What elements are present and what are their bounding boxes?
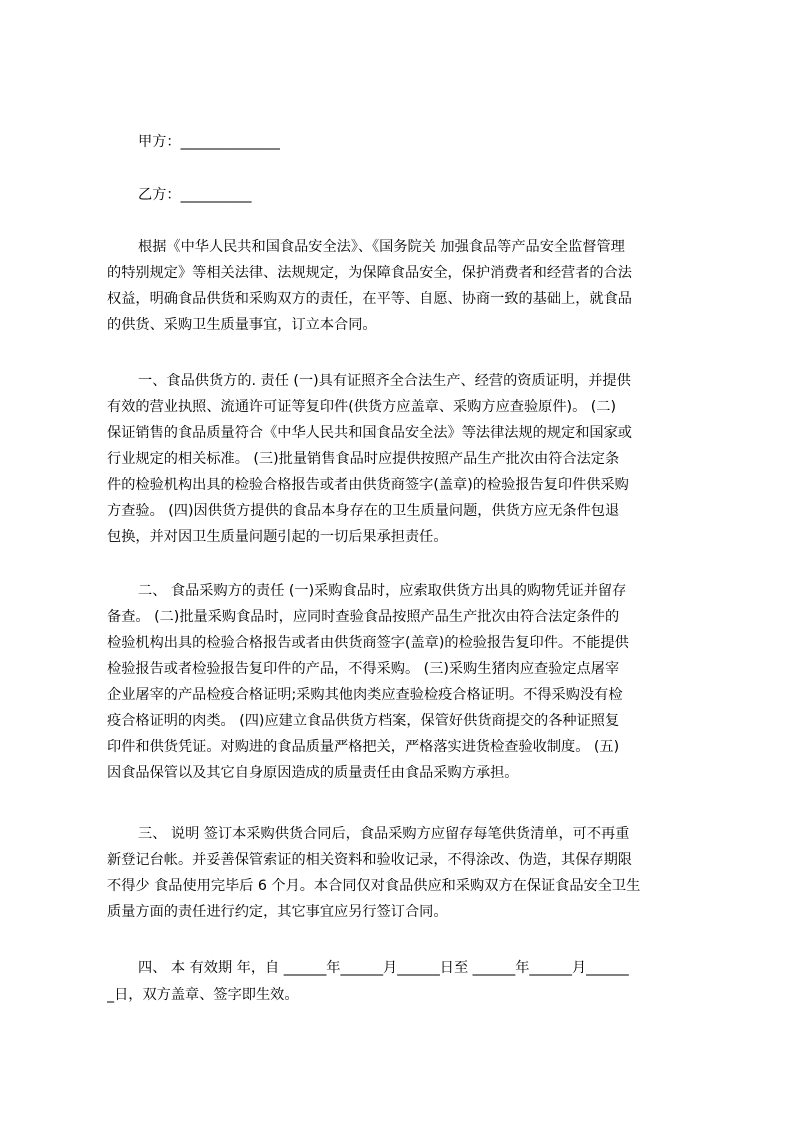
section3-line: 质量方面的责任进行约定，其它事宜应另行签订合同。 — [107, 904, 448, 920]
section3-line: 三、 说明 签订本采购供货合同后，食品采购方应留存每笔供货清单，可不再重 — [138, 826, 630, 842]
section1-line: 一、食品供货方的. 责任 (一)具有证照齐全合法生产、经营的资质证明，并提供 — [138, 373, 631, 389]
intro-line: 的供货、采购卫生质量事宜，订立本合同。 — [107, 317, 377, 333]
section1-line: 包换，并对因卫生质量问题引起的一切后果承担责任。 — [107, 529, 448, 545]
section2-line: 二、 食品采购方的责任 (一)采购食品时，应索取供货方出具的购物凭证并留存 — [138, 583, 627, 599]
section2-line: 疫合格证明的肉类。 (四)应建立食品供货方档案，保管好供货商提交的各种证照复 — [107, 713, 620, 729]
section2-line: 印件和供货凭证。对购进的食品质量严格把关，严格落实进货检查验收制度。 (五) — [107, 739, 620, 755]
intro-line: 权益，明确食品供货和采购双方的责任，在平等、自愿、协商一致的基础上，就食品 — [107, 291, 632, 307]
section4-line: 四、 本 有效期 年，自 ______年______月______日至 ______年______月______ — [138, 960, 629, 976]
section2-line: 检验机构出具的检验合格报告或者由供货商签字(盖章)的检验报告复印件。不能提供 — [107, 635, 629, 651]
section1-line: 有效的营业执照、流通许可证等复印件(供货方应盖章、采购方应查验原件)。 (二) — [107, 399, 617, 415]
section4-line: _日，双方盖章、签字即生效。 — [107, 987, 299, 1003]
party-a-line: 甲方：______________ — [138, 134, 280, 150]
section1-line: 行业规定的相关标准。 (三)批量销售食品时应提供按照产品生产批次由符合法定条 — [107, 451, 620, 467]
section2-line: 企业屠宰的产品检疫合格证明;采购其他肉类应查验检疫合格证明。不得采购没有检 — [107, 687, 623, 703]
section3-line: 新登记台帐。并妥善保管索证的相关资料和验收记录，不得涂改、伪造，其保存期限 — [107, 852, 632, 868]
section1-line: 方查验。 (四)因供货方提供的食品本身存在的卫生质量问题，供货方应无条件包退 — [107, 503, 620, 519]
section2-line: 检验报告或者检验报告复印件的产品，不得采购。 (三)采购生猪肉应查验定点屠宰 — [107, 661, 620, 677]
intro-line: 根据《中华人民共和国食品安全法》、《国务院关 加强食品等产品安全监督管理 — [138, 239, 625, 255]
section1-line: 件的检验机构出具的检验合格报告或者由供货商签字(盖章)的检验报告复印件供采购 — [107, 477, 629, 493]
section2-line: 因食品保管以及其它自身原因造成的质量责任由食品采购方承担。 — [107, 765, 519, 781]
party-b-line: 乙方：__________ — [138, 187, 252, 203]
section3-line: 不得少 食品使用完毕后 6 个月。本合同仅对食品供应和采购双方在保证食品安全卫生 — [107, 878, 641, 894]
intro-line: 的特别规定》等相关法律、法规规定，为保障食品安全，保护消费者和经营者的合法 — [107, 265, 632, 281]
section2-line: 备查。 (二)批量采购食品时，应同时查验食品按照产品生产批次由符合法定条件的 — [107, 609, 620, 625]
section1-line: 保证销售的食品质量符合《中华人民共和国食品安全法》等法律法规的规定和国家或 — [107, 425, 632, 441]
